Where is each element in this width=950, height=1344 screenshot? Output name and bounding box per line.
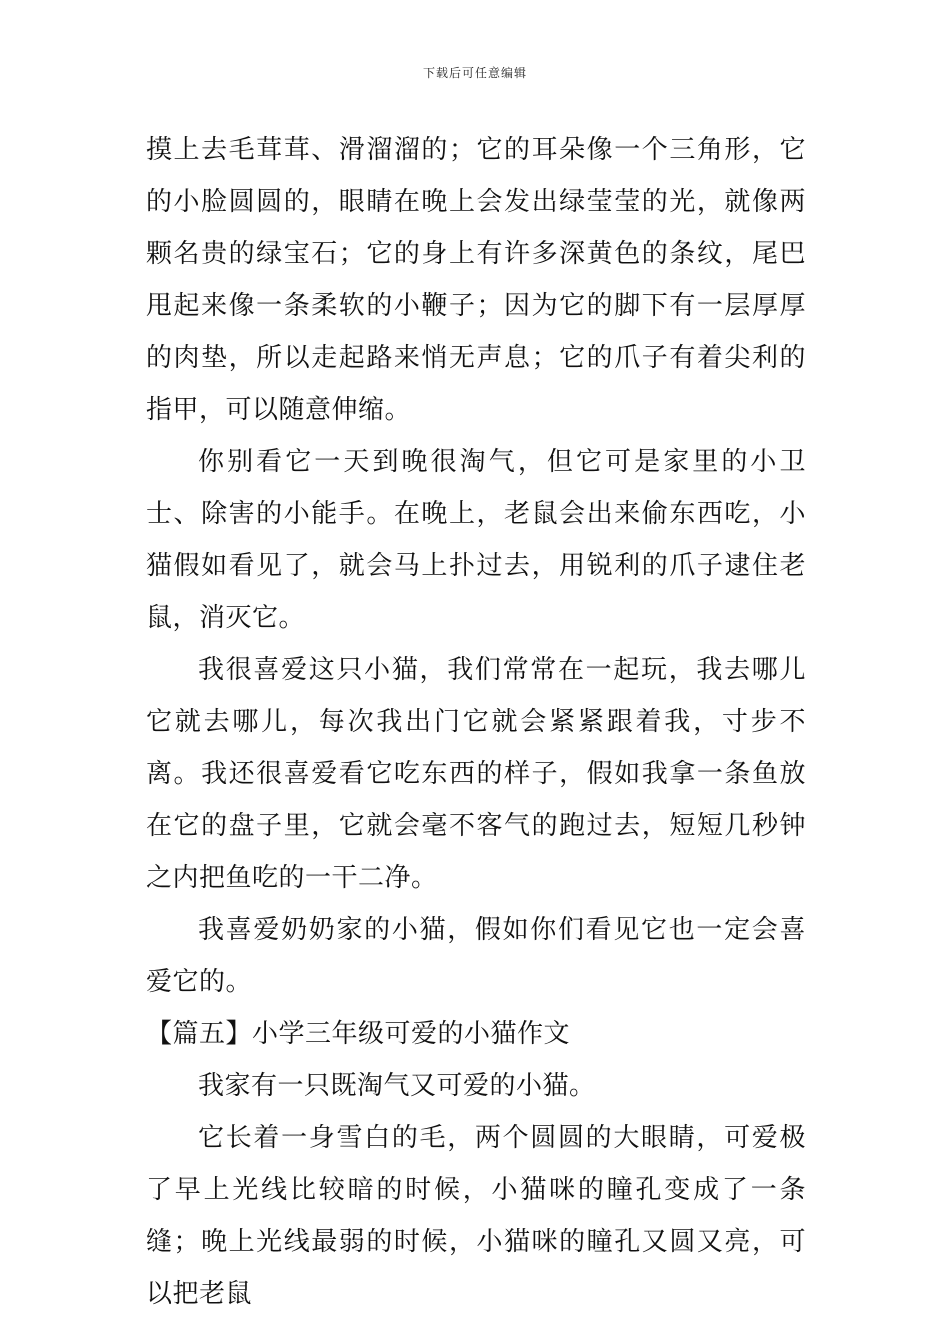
paragraph-cat-appearance: 摸上去毛茸茸、滑溜溜的；它的耳朵像一个三角形，它的小脸圆圆的，眼睛在晚上会发出绿莹莹的光，就像两颗名贵的绿宝石；它的身上有许多深黄色的条纹，尾巴甩起来像一条柔软的小鞭子；因为它的脚下有一层厚厚的肉垫，所以走起路来悄无声息；它的爪子有着尖利的指甲，可以随意伸缩。: [146, 135, 806, 425]
section-paragraph-eyes: 它长着一身雪白的毛，两个圆圆的大眼睛，可爱极了早上光线比较暗的时候，小猫咪的瞳孔变成了一条缝；晚上光线最弱的时候，小猫咪的瞳孔又圆又亮，可以把老鼠: [146, 1123, 806, 1309]
section-paragraph-intro: 我家有一只既淘气又可爱的小猫。: [198, 1071, 596, 1101]
document-body: [146, 124, 806, 1320]
page-header: 下载后可任意编辑: [422, 66, 527, 80]
section-title: 【篇五】小学三年级可爱的小猫作文: [146, 1019, 571, 1049]
paragraph-cat-play: 我很喜爱这只小猫，我们常常在一起玩，我去哪儿它就去哪儿，每次我出门它就会紧紧跟着我，寸步不离。我还很喜爱看它吃东西的样子，假如我拿一条鱼放在它的盘子里，它就会毫不客气的跑过去，短短几秒钟之内把鱼吃的一干二净。: [146, 655, 806, 893]
paragraph-cat-conclusion: 我喜爱奶奶家的小猫，假如你们看见它也一定会喜爱它的。: [146, 915, 806, 997]
paragraph-cat-guard: 你别看它一天到晚很淘气，但它可是家里的小卫士、除害的小能手。在晚上，老鼠会出来偷东西吃，小猫假如看见了，就会马上扑过去，用锐利的爪子逮住老鼠，消灭它。: [146, 447, 806, 633]
